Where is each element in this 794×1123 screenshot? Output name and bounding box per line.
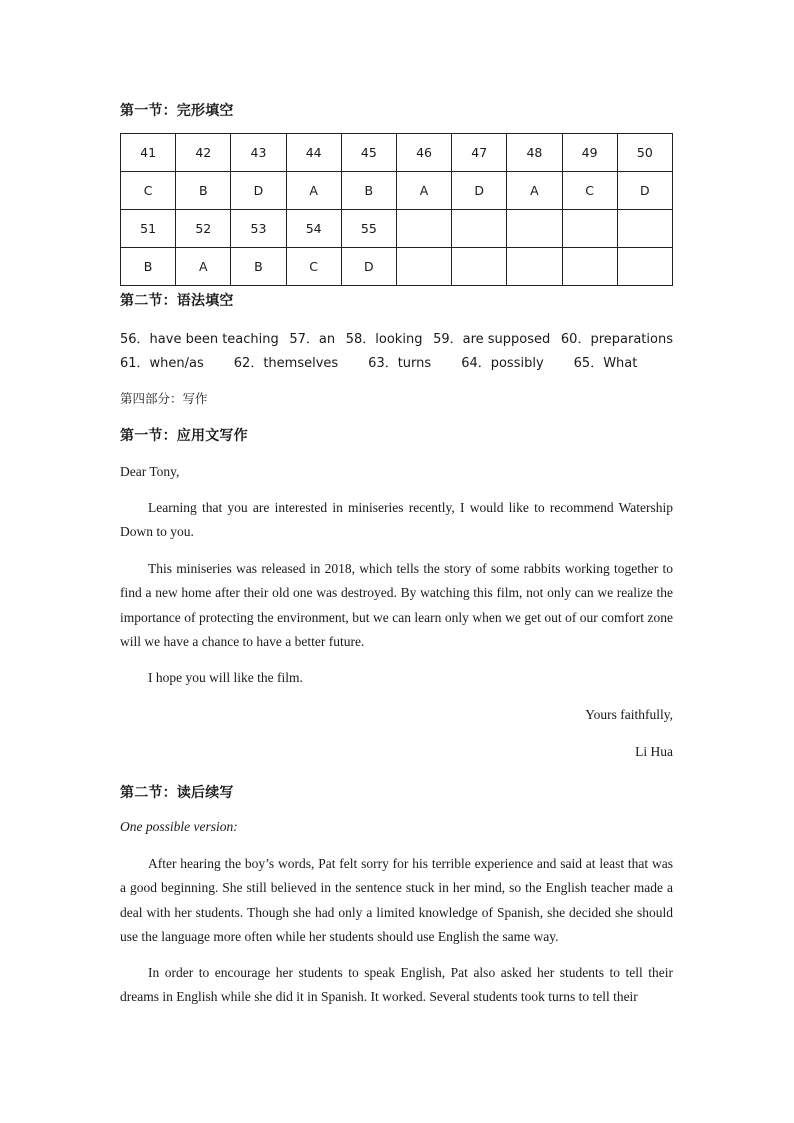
continuation-paragraph-2: In order to encourage her students to speak English, Pat also asked her students to tell their dreams in English while she did it in Spanish. It worked. Several students took turns to tell their [120, 965, 673, 1005]
question-number-cell: 54 [286, 210, 341, 248]
section1-heading: 第一节：完形填空 [120, 103, 234, 119]
part4-heading: 第四部分：写作 [120, 391, 208, 406]
letter-paragraph-3: I hope you will like the film. [148, 670, 303, 685]
grammar-answer: 65．What [573, 356, 638, 371]
question-number-cell: 55 [341, 210, 396, 248]
answer-cell: D [452, 172, 507, 210]
writing2-heading: 第二节：读后续写 [120, 785, 234, 801]
letter-paragraph-1: Learning that you are interested in miniseries recently, I would like to recommend Watership Down to you. [120, 500, 673, 540]
question-number-cell: 43 [231, 134, 286, 172]
grammar-answer: 59．are supposed [433, 332, 551, 347]
answer-cell: D [231, 172, 286, 210]
question-number-cell: 42 [176, 134, 231, 172]
answer-cell: D [617, 172, 672, 210]
answer-cell: B [121, 248, 176, 286]
answer-cell: B [231, 248, 286, 286]
answer-cell: A [507, 172, 562, 210]
question-number-cell [562, 210, 617, 248]
question-number-cell: 47 [452, 134, 507, 172]
answer-cell [396, 248, 451, 286]
table-row [121, 248, 673, 286]
question-number-cell: 46 [396, 134, 451, 172]
answer-cell [507, 248, 562, 286]
answer-cell: A [396, 172, 451, 210]
letter-paragraph-2: This miniseries was released in 2018, which tells the story of some rabbits working together to find a new home after their old one was destroyed. By watching this film, not only can we realize the importance of protecting the environment, but we can learn only when we get out of our comfort zone will we have a chance to have a better future. [120, 561, 673, 649]
grammar-answers-line2 [120, 352, 673, 371]
question-number-cell: 41 [121, 134, 176, 172]
grammar-answer: 62．themselves [233, 356, 339, 371]
answer-cell [452, 248, 507, 286]
question-number-cell: 52 [176, 210, 231, 248]
question-number-cell: 51 [121, 210, 176, 248]
table-row [121, 210, 673, 248]
table-row [121, 172, 673, 210]
answer-cell: D [341, 248, 396, 286]
answer-cell: A [286, 172, 341, 210]
question-number-cell: 53 [231, 210, 286, 248]
question-number-cell: 44 [286, 134, 341, 172]
writing1-heading: 第一节：应用文写作 [120, 428, 248, 444]
answer-cell [617, 248, 672, 286]
grammar-answer: 57．an [289, 332, 336, 347]
letter-salutation: Dear Tony, [120, 464, 180, 479]
grammar-answer: 61．when/as [120, 356, 204, 371]
letter-closing: Yours faithfully, [585, 707, 673, 722]
answer-cell: B [341, 172, 396, 210]
grammar-answer: 60．preparations [560, 332, 673, 347]
answer-cell [562, 248, 617, 286]
section2-heading: 第二节：语法填空 [120, 293, 234, 309]
question-number-cell [452, 210, 507, 248]
question-number-cell [617, 210, 672, 248]
answer-cell: A [176, 248, 231, 286]
letter-signature: Li Hua [635, 744, 673, 759]
question-number-cell: 45 [341, 134, 396, 172]
answer-cell: C [286, 248, 341, 286]
grammar-answer: 63．turns [368, 356, 432, 371]
question-number-cell [396, 210, 451, 248]
cloze-answer-table [120, 133, 673, 286]
grammar-answers-line1 [120, 328, 673, 347]
grammar-answer: 56．have been teaching [120, 332, 279, 347]
answer-cell: B [176, 172, 231, 210]
possible-version-label: One possible version: [120, 819, 238, 834]
answer-cell: C [121, 172, 176, 210]
question-number-cell: 50 [617, 134, 672, 172]
grammar-answer: 58．looking [345, 332, 423, 347]
table-row [121, 134, 673, 172]
grammar-answer: 64．possibly [461, 356, 544, 371]
continuation-paragraph-1: After hearing the boy’s words, Pat felt sorry for his terrible experience and said at least that was a good beginning. She still believed in the sentence stuck in her mind, so the English teacher made a deal with her students. Though she had only a limited knowledge of Spanish, she decided she should use the language more often while her students should use English the same way. [120, 856, 673, 944]
answer-cell: C [562, 172, 617, 210]
question-number-cell [507, 210, 562, 248]
question-number-cell: 49 [562, 134, 617, 172]
question-number-cell: 48 [507, 134, 562, 172]
